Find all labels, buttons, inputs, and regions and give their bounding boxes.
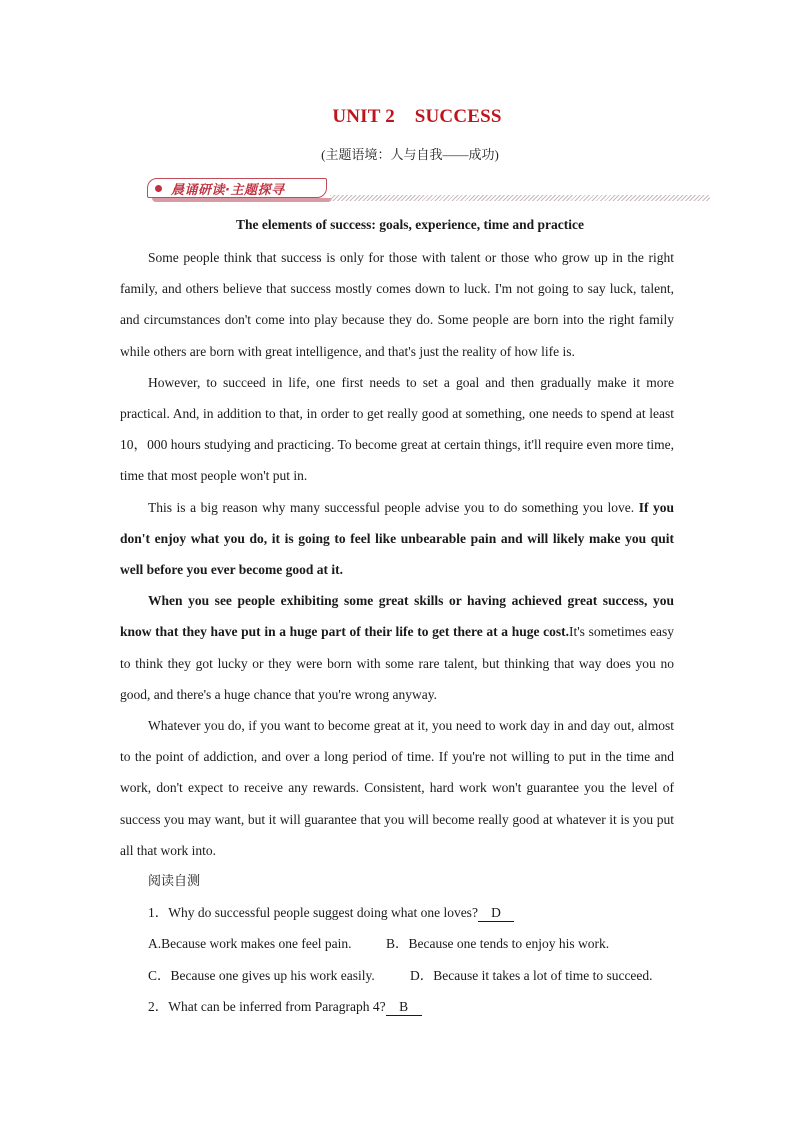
question-1-options-row-1: [120, 928, 700, 959]
paragraph-5: Whatever you do, if you want to become great at it, you need to work day in and day out, almost to the point of addiction, and over a long period of time. If you're not willing to put in the time and work, don't expect to receive any rewards. Consistent, hard work won't guarantee you the level of success you may want, but it will guarantee that you will become really good at whatever it is you put all that work into.: [120, 718, 674, 858]
question-1-answer-blank[interactable]: D: [478, 905, 514, 922]
reading-quiz: [120, 866, 700, 1022]
option-c[interactable]: C．Because one gives up his work easily.: [148, 967, 375, 983]
question-1-options-row-2: [120, 960, 700, 991]
question-2-number: 2．: [148, 998, 169, 1014]
paragraph-3: [120, 492, 674, 586]
question-1-number: 1．: [148, 905, 169, 921]
paragraph-4: [120, 585, 674, 710]
paragraph-1: Some people think that success is only for those with talent or those who grow up in the right family, and others believe that success mostly comes down to luck. I'm not going to say luck, talent, and circumstances don't come into play because they do. Some people are born into the right family while others are born with great intelligence, and that's just the reality of how life is.: [120, 250, 674, 359]
paragraph-2: However, to succeed in life, one first needs to set a goal and then gradually make it more practical. And, in addition to that, in order to get really good at something, one needs to spend at least 10，000 hours studying and practicing. To become great at certain things, it'll require even more time, time that most people won't put in.: [120, 374, 674, 484]
theme-subtitle: (主题语境：人与自我——成功): [321, 147, 499, 162]
question-1-text: Why do successful people suggest doing what one loves?: [168, 905, 478, 921]
question-2-text: What can be inferred from Paragraph 4?: [168, 998, 386, 1014]
unit-title: UNIT 2 SUCCESS: [332, 106, 502, 127]
quiz-heading: 阅读自测: [148, 874, 201, 889]
question-1: [120, 897, 700, 928]
paragraph-3-normal: This is a big reason why many successful people advise you to do something you love.: [148, 499, 639, 515]
option-a[interactable]: A.Because work makes one feel pain.: [148, 936, 352, 952]
banner-bullet-icon: [155, 185, 162, 192]
banner-label: 晨诵研读·主题探寻: [171, 183, 285, 198]
section-banner: [147, 178, 337, 202]
option-b[interactable]: B．Because one tends to enjoy his work.: [386, 936, 610, 952]
paragraph-4-normal: It's sometimes easy to think they got lucky or they were born with some rare talent, but thinking that way does you no good, and there's a huge chance that you're wrong anyway.: [120, 624, 674, 702]
article-title: The elements of success: goals, experience, time and practice: [236, 217, 584, 232]
paragraph-3-bold: If you don't enjoy what you do, it is going to feel like unbearable pain and will likely make you quit well before you ever become good at it.: [120, 499, 675, 578]
option-d[interactable]: D．Because it takes a lot of time to succeed.: [410, 967, 653, 983]
question-2: [120, 991, 700, 1022]
question-2-answer-blank[interactable]: B: [386, 999, 422, 1016]
banner-hatch-divider: [330, 195, 710, 201]
paragraph-4-bold: When you see people exhibiting some great skills or having achieved great success, you know that they have put in a huge part of their life to get there at a huge cost.: [120, 593, 674, 640]
article-body: [120, 242, 674, 866]
